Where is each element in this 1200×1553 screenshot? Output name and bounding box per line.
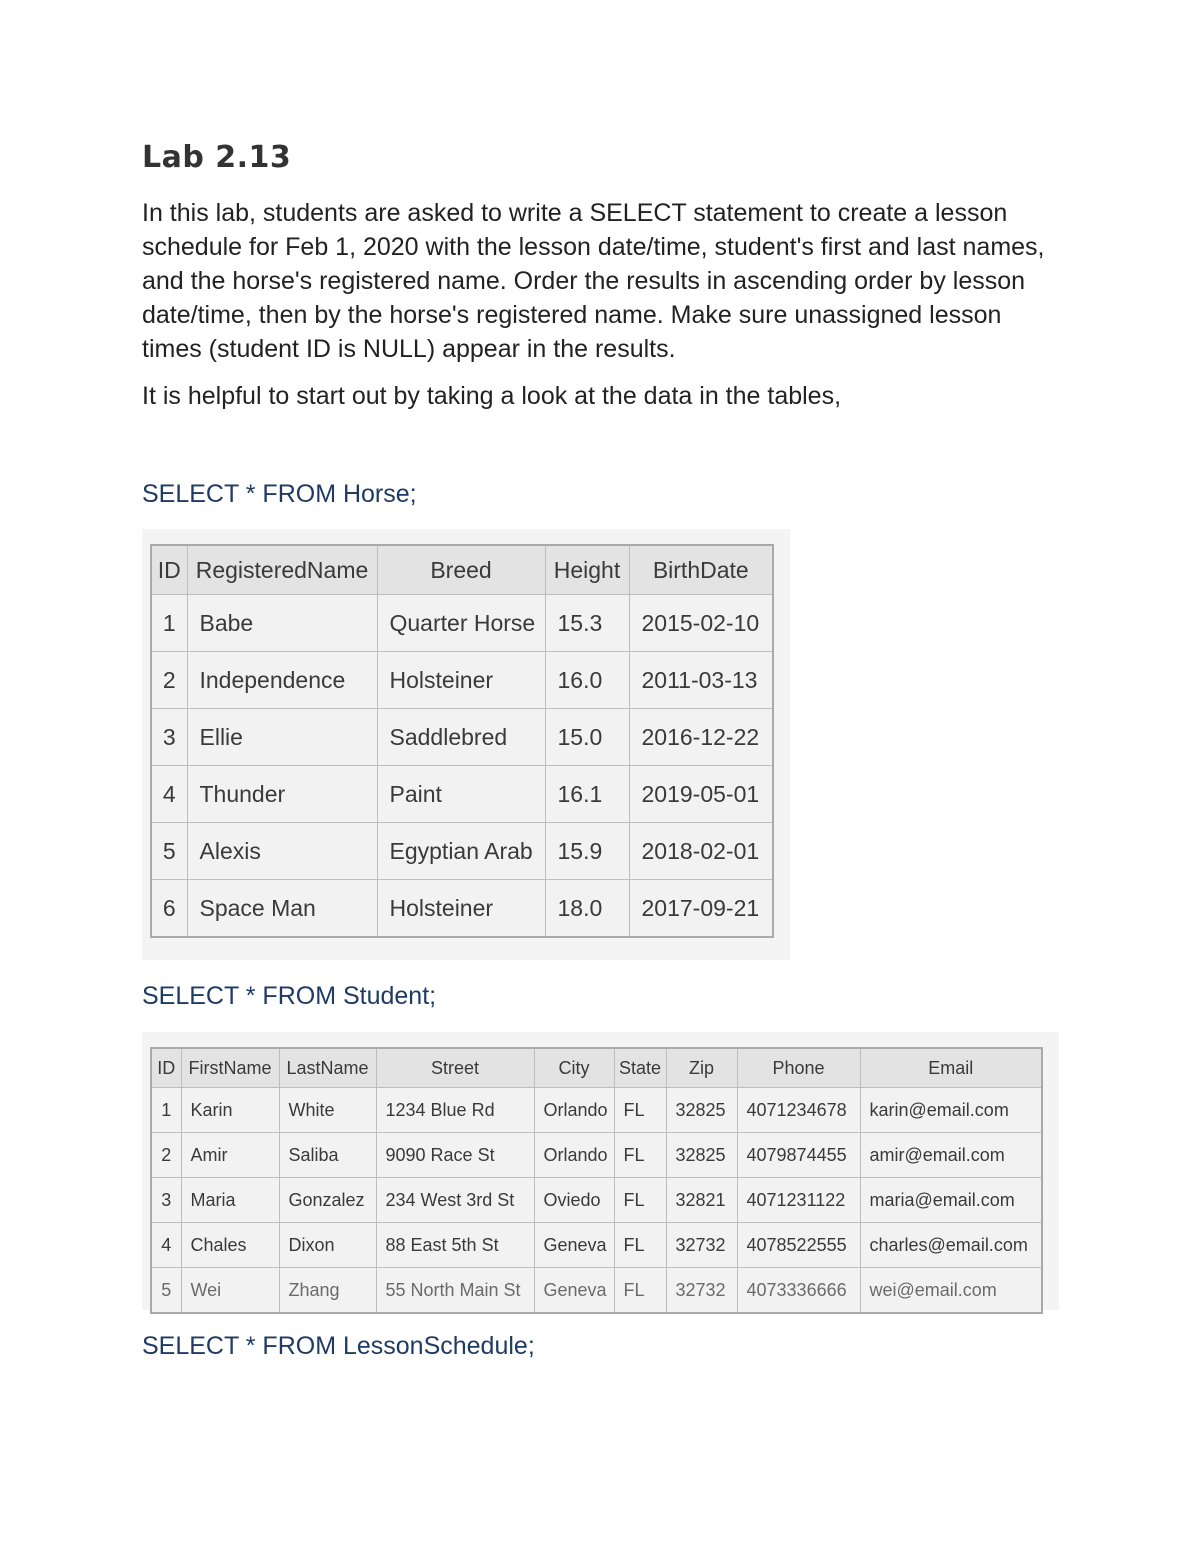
student-cell: FL xyxy=(614,1133,666,1178)
intro-paragraph: In this lab, students are asked to write a SELECT statement to create a lesson schedule for Feb 1, 2020 with the lesson date/time, student's first and last names, and the horse's registered name. Order the results in ascending order by lesson date/time, then by the horse's registered name. Make sure unassigned lesson times (student ID is NULL) appear in the results. xyxy=(142,199,1045,363)
student-header-cell: City xyxy=(534,1048,614,1088)
student-cell: 32732 xyxy=(666,1223,737,1268)
student-query: SELECT * FROM Student; xyxy=(142,982,437,1010)
student-table-frame xyxy=(142,1032,1059,1310)
student-header-cell: Phone xyxy=(737,1048,860,1088)
horse-header-row xyxy=(151,545,773,595)
student-row xyxy=(151,1268,1042,1314)
horse-cell: Paint xyxy=(377,766,545,823)
student-cell: White xyxy=(279,1088,376,1133)
student-cell: 55 North Main St xyxy=(376,1268,534,1314)
horse-row xyxy=(151,880,773,938)
horse-cell: 2018-02-01 xyxy=(629,823,773,880)
horse-cell: Egyptian Arab xyxy=(377,823,545,880)
horse-cell: 15.9 xyxy=(545,823,629,880)
horse-cell: Thunder xyxy=(187,766,377,823)
horse-row xyxy=(151,652,773,709)
student-row xyxy=(151,1133,1042,1178)
student-row xyxy=(151,1223,1042,1268)
student-cell: FL xyxy=(614,1223,666,1268)
horse-cell: 2017-09-21 xyxy=(629,880,773,938)
student-row xyxy=(151,1178,1042,1223)
horse-cell: 1 xyxy=(151,595,187,652)
horse-query: SELECT * FROM Horse; xyxy=(142,480,417,508)
horse-cell: 2019-05-01 xyxy=(629,766,773,823)
student-header-cell: Email xyxy=(860,1048,1042,1088)
student-cell: 234 West 3rd St xyxy=(376,1178,534,1223)
student-cell: 32825 xyxy=(666,1133,737,1178)
horse-row xyxy=(151,709,773,766)
student-cell: 32732 xyxy=(666,1268,737,1314)
horse-header-cell: RegisteredName xyxy=(187,545,377,595)
horse-cell: Alexis xyxy=(187,823,377,880)
horse-row xyxy=(151,595,773,652)
student-cell: Geneva xyxy=(534,1223,614,1268)
horse-header-cell: ID xyxy=(151,545,187,595)
horse-row xyxy=(151,766,773,823)
page-title: Lab 2.13 xyxy=(142,140,292,175)
student-header-cell: LastName xyxy=(279,1048,376,1088)
student-cell: Gonzalez xyxy=(279,1178,376,1223)
horse-cell: Ellie xyxy=(187,709,377,766)
student-cell: 32821 xyxy=(666,1178,737,1223)
horse-cell: 15.0 xyxy=(545,709,629,766)
horse-table xyxy=(150,544,774,938)
student-cell: 4078522555 xyxy=(737,1223,860,1268)
student-cell: 9090 Race St xyxy=(376,1133,534,1178)
student-row xyxy=(151,1088,1042,1133)
student-cell: 4079874455 xyxy=(737,1133,860,1178)
student-header-row xyxy=(151,1048,1042,1088)
horse-cell: 2016-12-22 xyxy=(629,709,773,766)
student-cell: FL xyxy=(614,1088,666,1133)
horse-header-cell: Breed xyxy=(377,545,545,595)
student-cell: Chales xyxy=(181,1223,279,1268)
horse-cell: 2 xyxy=(151,652,187,709)
student-cell: 3 xyxy=(151,1178,181,1223)
student-cell: Amir xyxy=(181,1133,279,1178)
student-cell: 88 East 5th St xyxy=(376,1223,534,1268)
student-cell: karin@email.com xyxy=(860,1088,1042,1133)
student-cell: Dixon xyxy=(279,1223,376,1268)
student-cell: 2 xyxy=(151,1133,181,1178)
student-cell: 4 xyxy=(151,1223,181,1268)
horse-header-cell: Height xyxy=(545,545,629,595)
student-cell: 5 xyxy=(151,1268,181,1314)
horse-cell: Babe xyxy=(187,595,377,652)
student-cell: Orlando xyxy=(534,1133,614,1178)
student-header-cell: State xyxy=(614,1048,666,1088)
horse-cell: 5 xyxy=(151,823,187,880)
horse-row xyxy=(151,823,773,880)
horse-cell: Space Man xyxy=(187,880,377,938)
student-cell: amir@email.com xyxy=(860,1133,1042,1178)
student-cell: Wei xyxy=(181,1268,279,1314)
student-cell: 4073336666 xyxy=(737,1268,860,1314)
student-cell: FL xyxy=(614,1268,666,1314)
student-cell: Geneva xyxy=(534,1268,614,1314)
horse-header-cell: BirthDate xyxy=(629,545,773,595)
horse-cell: 2011-03-13 xyxy=(629,652,773,709)
student-cell: maria@email.com xyxy=(860,1178,1042,1223)
horse-cell: Independence xyxy=(187,652,377,709)
horse-cell: 6 xyxy=(151,880,187,938)
student-header-cell: ID xyxy=(151,1048,181,1088)
student-cell: 1234 Blue Rd xyxy=(376,1088,534,1133)
horse-cell: 3 xyxy=(151,709,187,766)
horse-cell: Holsteiner xyxy=(377,652,545,709)
horse-cell: 4 xyxy=(151,766,187,823)
student-cell: 1 xyxy=(151,1088,181,1133)
horse-cell: Saddlebred xyxy=(377,709,545,766)
horse-cell: Holsteiner xyxy=(377,880,545,938)
lesson-query: SELECT * FROM LessonSchedule; xyxy=(142,1332,535,1360)
student-cell: Zhang xyxy=(279,1268,376,1314)
student-cell: Orlando xyxy=(534,1088,614,1133)
student-header-cell: Street xyxy=(376,1048,534,1088)
student-header-cell: Zip xyxy=(666,1048,737,1088)
student-cell: FL xyxy=(614,1178,666,1223)
student-cell: 4071231122 xyxy=(737,1178,860,1223)
horse-cell: 18.0 xyxy=(545,880,629,938)
student-cell: Saliba xyxy=(279,1133,376,1178)
student-table xyxy=(150,1047,1043,1314)
horse-table-frame xyxy=(142,529,790,960)
helpful-paragraph: It is helpful to start out by taking a look at the data in the tables, xyxy=(142,382,842,410)
student-cell: Karin xyxy=(181,1088,279,1133)
student-cell: Maria xyxy=(181,1178,279,1223)
horse-cell: 2015-02-10 xyxy=(629,595,773,652)
horse-cell: 16.1 xyxy=(545,766,629,823)
horse-cell: 15.3 xyxy=(545,595,629,652)
student-cell: charles@email.com xyxy=(860,1223,1042,1268)
horse-cell: 16.0 xyxy=(545,652,629,709)
student-cell: 32825 xyxy=(666,1088,737,1133)
student-cell: wei@email.com xyxy=(860,1268,1042,1314)
student-cell: Oviedo xyxy=(534,1178,614,1223)
horse-cell: Quarter Horse xyxy=(377,595,545,652)
student-header-cell: FirstName xyxy=(181,1048,279,1088)
student-cell: 4071234678 xyxy=(737,1088,860,1133)
